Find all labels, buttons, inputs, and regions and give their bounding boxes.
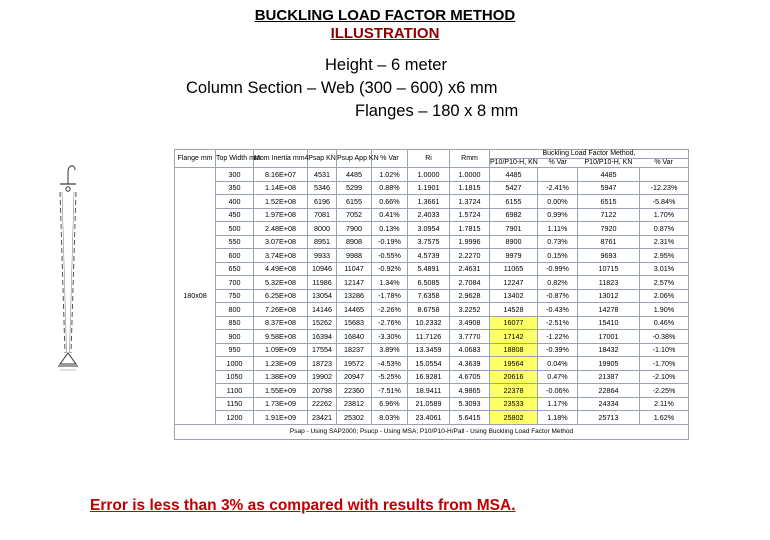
- table-cell: -5.25%: [372, 370, 408, 384]
- table-cell: 2.48E+08: [254, 222, 308, 236]
- table-row: [175, 235, 689, 249]
- table-cell: 1.3724: [450, 195, 490, 209]
- table-cell: 0.15%: [538, 249, 578, 263]
- table-cell: 22378: [490, 384, 538, 398]
- table-cell: 18237: [337, 343, 372, 357]
- table-row: [175, 303, 689, 317]
- table-row: [175, 330, 689, 344]
- table-cell: 7122: [578, 208, 640, 222]
- table-cell: 3.4908: [450, 316, 490, 330]
- table-cell: 0.99%: [538, 208, 578, 222]
- table-cell: 8908: [337, 235, 372, 249]
- table-cell: 5.3093: [450, 397, 490, 411]
- table-cell: 0.04%: [538, 357, 578, 371]
- table-cell: 1.18%: [538, 411, 578, 425]
- table-cell: 5.32E+08: [254, 276, 308, 290]
- table-cell: 1.97E+08: [254, 208, 308, 222]
- table-cell: 0.47%: [538, 370, 578, 384]
- table-cell: -12.23%: [640, 181, 689, 195]
- table-cell: 2.4631: [450, 262, 490, 276]
- table-cell: 1.5724: [450, 208, 490, 222]
- table-cell: -1.22%: [538, 330, 578, 344]
- table-cell: 4485: [337, 168, 372, 182]
- table-cell: 23812: [337, 397, 372, 411]
- table-cell: 19564: [490, 357, 538, 371]
- table-footnote: Psap - Using SAP2000; Psucp - Using MSA; P10/P10-H/Pall - Using Buckling Load Factor Method: [175, 424, 689, 439]
- table-cell: 9693: [578, 249, 640, 263]
- table-cell: 1200: [216, 411, 254, 425]
- table-cell: 6515: [578, 195, 640, 209]
- table-cell: -2.51%: [538, 316, 578, 330]
- table-cell: 14465: [337, 303, 372, 317]
- flange-section-text: Flanges – 180 x 8 mm: [355, 102, 519, 120]
- table-cell: -0.55%: [372, 249, 408, 263]
- table-cell: 9979: [490, 249, 538, 263]
- table-cell: 19905: [578, 357, 640, 371]
- table-cell: 300: [216, 168, 254, 182]
- table-row: [175, 397, 689, 411]
- table-cell: 0.13%: [372, 222, 408, 236]
- table-cell: 1.1815: [450, 181, 490, 195]
- header-flange: Flange mm: [175, 150, 216, 168]
- table-cell: 1.1901: [408, 181, 450, 195]
- table-row: [175, 181, 689, 195]
- table-cell: 7052: [337, 208, 372, 222]
- table-cell: 1.02%: [372, 168, 408, 182]
- table-header-row: [175, 150, 689, 168]
- table-cell: 0.66%: [372, 195, 408, 209]
- table-cell: 1.23E+09: [254, 357, 308, 371]
- table-cell: 18808: [490, 343, 538, 357]
- table-cell: -2.10%: [640, 370, 689, 384]
- tapered-column-figure: [58, 158, 114, 380]
- table-cell: 3.7575: [408, 235, 450, 249]
- table-cell: 4.0683: [450, 343, 490, 357]
- table-cell: 1050: [216, 370, 254, 384]
- table-cell: -4.53%: [372, 357, 408, 371]
- table-cell: 9988: [337, 249, 372, 263]
- table-cell: 1000: [216, 357, 254, 371]
- table-cell: 10715: [578, 262, 640, 276]
- table-cell: 4.9865: [450, 384, 490, 398]
- table-cell: 20616: [490, 370, 538, 384]
- table-cell: 1.38E+09: [254, 370, 308, 384]
- table-cell: 0.88%: [372, 181, 408, 195]
- table-cell: 7081: [308, 208, 337, 222]
- table-cell: 8.6758: [408, 303, 450, 317]
- table-cell: 1.91E+09: [254, 411, 308, 425]
- table-cell: -7.51%: [372, 384, 408, 398]
- table-cell: 25713: [578, 411, 640, 425]
- table-cell: 1.09E+09: [254, 343, 308, 357]
- table-cell: 4.5739: [408, 249, 450, 263]
- table-cell: 7920: [578, 222, 640, 236]
- column-drawing-icon: [58, 158, 114, 380]
- table-cell: 18723: [308, 357, 337, 371]
- table-cell: 2.11%: [640, 397, 689, 411]
- table-cell: 14528: [490, 303, 538, 317]
- table-cell: 3.74E+08: [254, 249, 308, 263]
- table-cell: 3.0954: [408, 222, 450, 236]
- table-cell: 900: [216, 330, 254, 344]
- table-row: [175, 249, 689, 263]
- table-cell: 6982: [490, 208, 538, 222]
- table-cell: -0.92%: [372, 262, 408, 276]
- table-cell: 2.4033: [408, 208, 450, 222]
- table-cell: 2.9628: [450, 289, 490, 303]
- table-cell: 16840: [337, 330, 372, 344]
- table-cell: -1.70%: [640, 357, 689, 371]
- table-cell: 13402: [490, 289, 538, 303]
- table-cell: 6196: [308, 195, 337, 209]
- table-cell: 5947: [578, 181, 640, 195]
- table-cell: 5.6415: [450, 411, 490, 425]
- table-cell: 4.49E+08: [254, 262, 308, 276]
- table-cell: 2.31%: [640, 235, 689, 249]
- table-row: [175, 411, 689, 425]
- table-cell: 550: [216, 235, 254, 249]
- table-cell: -0.43%: [538, 303, 578, 317]
- table-cell: 21387: [578, 370, 640, 384]
- table-cell: 1.34%: [372, 276, 408, 290]
- table-cell: 11986: [308, 276, 337, 290]
- table-cell: 1.70%: [640, 208, 689, 222]
- table-cell: 650: [216, 262, 254, 276]
- table-cell: -2.76%: [372, 316, 408, 330]
- table-cell: -5.84%: [640, 195, 689, 209]
- table-cell: 750: [216, 289, 254, 303]
- table-cell: 700: [216, 276, 254, 290]
- header-var-a: % Var: [548, 159, 568, 166]
- table-cell: 1.73E+09: [254, 397, 308, 411]
- table-cell: 22360: [337, 384, 372, 398]
- table-cell: 0.46%: [640, 316, 689, 330]
- table-cell: 1.52E+08: [254, 195, 308, 209]
- table-cell: 12147: [337, 276, 372, 290]
- table-cell: 7900: [337, 222, 372, 236]
- table-row: [175, 168, 689, 182]
- table-cell: 21.0589: [408, 397, 450, 411]
- table-cell: 23421: [308, 411, 337, 425]
- table-cell: 5299: [337, 181, 372, 195]
- table-cell: 4485: [490, 168, 538, 182]
- table-cell: -2.41%: [538, 181, 578, 195]
- table-cell: -2.25%: [640, 384, 689, 398]
- table-cell: 8951: [308, 235, 337, 249]
- table-cell: 1.17%: [538, 397, 578, 411]
- table-cell: 9933: [308, 249, 337, 263]
- table-cell: 1.3661: [408, 195, 450, 209]
- table-cell: -0.38%: [640, 330, 689, 344]
- table-cell: 1100: [216, 384, 254, 398]
- table-cell: 8.03%: [372, 411, 408, 425]
- table-cell: 23533: [490, 397, 538, 411]
- table-cell: 2.2270: [450, 249, 490, 263]
- table-cell: 0.82%: [538, 276, 578, 290]
- table-cell: 17142: [490, 330, 538, 344]
- section-label: 180x08: [175, 168, 216, 425]
- table-row: [175, 208, 689, 222]
- table-cell: 5427: [490, 181, 538, 195]
- table-cell: 0.73%: [538, 235, 578, 249]
- table-cell: 15410: [578, 316, 640, 330]
- table-cell: 5346: [308, 181, 337, 195]
- table-cell: 3.89%: [372, 343, 408, 357]
- table-row: [175, 316, 689, 330]
- table-cell: 600: [216, 249, 254, 263]
- header-rmm: Rmm: [450, 150, 490, 168]
- table-cell: 11065: [490, 262, 538, 276]
- header-var-b: % Var: [654, 159, 673, 166]
- header-p10-a: P10/P10-H, KN: [490, 159, 538, 166]
- table-cell: 3.2252: [450, 303, 490, 317]
- table-cell: 7901: [490, 222, 538, 236]
- table-cell: 7.26E+08: [254, 303, 308, 317]
- table-cell: 16394: [308, 330, 337, 344]
- table-cell: 12247: [490, 276, 538, 290]
- table-row: [175, 357, 689, 371]
- table-row: [175, 195, 689, 209]
- table-cell: 3.07E+08: [254, 235, 308, 249]
- table-cell: -0.99%: [538, 262, 578, 276]
- table-cell: -0.87%: [538, 289, 578, 303]
- table-cell: 800: [216, 303, 254, 317]
- table-cell: 8.16E+07: [254, 168, 308, 182]
- header-mom-inertia: Mom Inertia mm4: [254, 150, 308, 168]
- table-cell: 4.3639: [450, 357, 490, 371]
- table-cell: 14278: [578, 303, 640, 317]
- table-row: [175, 262, 689, 276]
- table-cell: 13.3459: [408, 343, 450, 357]
- table-cell: -2.26%: [372, 303, 408, 317]
- table-cell: 4.6705: [450, 370, 490, 384]
- table-cell: 22864: [578, 384, 640, 398]
- table-cell: 1.55E+09: [254, 384, 308, 398]
- table-cell: 1.0000: [408, 168, 450, 182]
- table-cell: 11.7126: [408, 330, 450, 344]
- table-cell: 2.95%: [640, 249, 689, 263]
- table-cell: 6155: [337, 195, 372, 209]
- table-row: [175, 222, 689, 236]
- table-cell: 1.9996: [450, 235, 490, 249]
- table-cell: 0.00%: [538, 195, 578, 209]
- table-cell: 16.9281: [408, 370, 450, 384]
- table-cell: 2.7084: [450, 276, 490, 290]
- table-cell: 1.11%: [538, 222, 578, 236]
- table-row: [175, 276, 689, 290]
- table-cell: [640, 168, 689, 182]
- table-row: [175, 370, 689, 384]
- table-cell: 1.90%: [640, 303, 689, 317]
- table-cell: 20947: [337, 370, 372, 384]
- header-psup-app: Psup App KN: [337, 150, 372, 168]
- table-cell: 3.7770: [450, 330, 490, 344]
- table-cell: 11823: [578, 276, 640, 290]
- header-var: % Var: [372, 150, 408, 168]
- table-cell: 4485: [578, 168, 640, 182]
- header-psap: Psap KN: [308, 150, 337, 168]
- table-cell: 6155: [490, 195, 538, 209]
- table-cell: 15.0554: [408, 357, 450, 371]
- table-cell: -3.30%: [372, 330, 408, 344]
- table-cell: -1.10%: [640, 343, 689, 357]
- table-cell: 18432: [578, 343, 640, 357]
- table-cell: 6.96%: [372, 397, 408, 411]
- table-cell: 450: [216, 208, 254, 222]
- table-cell: 13054: [308, 289, 337, 303]
- table-cell: 22262: [308, 397, 337, 411]
- table-row: [175, 343, 689, 357]
- table-cell: 3.01%: [640, 262, 689, 276]
- web-section-text: Column Section – Web (300 – 600) x6 mm: [186, 79, 498, 97]
- table-cell: -1.78%: [372, 289, 408, 303]
- table-cell: 400: [216, 195, 254, 209]
- table-cell: 950: [216, 343, 254, 357]
- table-row: [175, 289, 689, 303]
- table-cell: 19902: [308, 370, 337, 384]
- table-cell: 0.87%: [640, 222, 689, 236]
- buckling-results-table: [174, 149, 688, 461]
- table-cell: 1.14E+08: [254, 181, 308, 195]
- table-cell: 9.58E+08: [254, 330, 308, 344]
- table-cell: 6.5085: [408, 276, 450, 290]
- table-cell: 13012: [578, 289, 640, 303]
- table-cell: 11047: [337, 262, 372, 276]
- table-cell: 8900: [490, 235, 538, 249]
- header-p10-b: P10/P10-H, KN: [584, 159, 633, 166]
- table-cell: 10.2332: [408, 316, 450, 330]
- table-cell: -0.39%: [538, 343, 578, 357]
- table-cell: 25302: [337, 411, 372, 425]
- table-cell: -0.19%: [372, 235, 408, 249]
- table-cell: 2.06%: [640, 289, 689, 303]
- table-cell: 1.62%: [640, 411, 689, 425]
- table-cell: 19572: [337, 357, 372, 371]
- table-cell: 6.25E+08: [254, 289, 308, 303]
- table-row: [175, 384, 689, 398]
- table-cell: 17554: [308, 343, 337, 357]
- table-cell: 1.7815: [450, 222, 490, 236]
- table-cell: 8.37E+08: [254, 316, 308, 330]
- table-cell: 1.0000: [450, 168, 490, 182]
- table-cell: 24334: [578, 397, 640, 411]
- results-table: [174, 149, 689, 440]
- height-text: Height – 6 meter: [325, 56, 447, 74]
- table-cell: 23.4061: [408, 411, 450, 425]
- table-cell: 17001: [578, 330, 640, 344]
- table-cell: 500: [216, 222, 254, 236]
- table-cell: 15683: [337, 316, 372, 330]
- title-line-2: ILLUSTRATION: [330, 25, 440, 42]
- title-line-1: BUCKLING LOAD FACTOR METHOD: [254, 7, 516, 24]
- table-cell: 350: [216, 181, 254, 195]
- table-cell: 5.4891: [408, 262, 450, 276]
- table-cell: -0.06%: [538, 384, 578, 398]
- table-cell: [538, 168, 578, 182]
- header-ri: Ri: [408, 150, 450, 168]
- error-conclusion: Error is less than 3% as compared with results from MSA.: [90, 497, 516, 514]
- table-cell: 8000: [308, 222, 337, 236]
- table-cell: 18.9411: [408, 384, 450, 398]
- table-cell: 16077: [490, 316, 538, 330]
- header-buckling-group: Buckling Load Factor Method,: [490, 150, 688, 159]
- table-cell: 14146: [308, 303, 337, 317]
- table-cell: 1150: [216, 397, 254, 411]
- table-cell: 20798: [308, 384, 337, 398]
- table-cell: 13286: [337, 289, 372, 303]
- table-cell: 2.57%: [640, 276, 689, 290]
- table-cell: 4531: [308, 168, 337, 182]
- header-top-width: Top Width mm: [216, 150, 254, 168]
- table-cell: 7.6358: [408, 289, 450, 303]
- table-cell: 8761: [578, 235, 640, 249]
- table-cell: 25802: [490, 411, 538, 425]
- table-cell: 15262: [308, 316, 337, 330]
- table-cell: 0.41%: [372, 208, 408, 222]
- table-cell: 850: [216, 316, 254, 330]
- table-cell: 10946: [308, 262, 337, 276]
